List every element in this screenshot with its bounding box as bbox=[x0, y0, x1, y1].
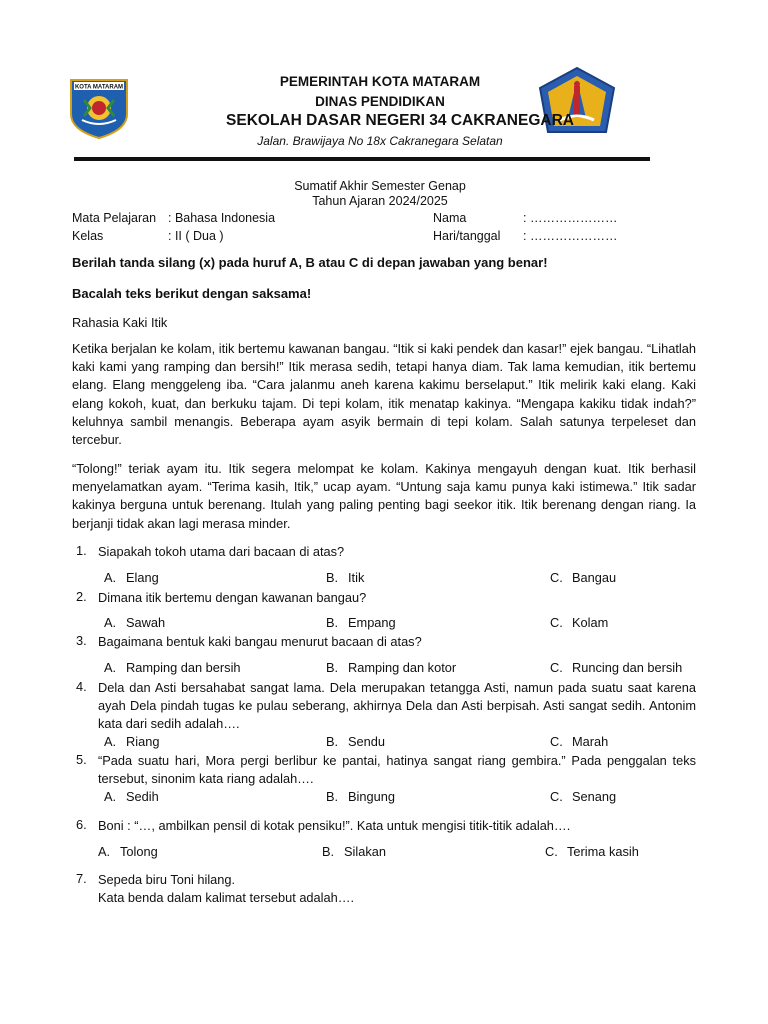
q5-option-c[interactable] bbox=[550, 789, 616, 804]
option-letter: A. bbox=[104, 615, 117, 630]
q3-option-c[interactable] bbox=[550, 660, 682, 675]
exam-year: Tahun Ajaran 2024/2025 bbox=[312, 194, 448, 208]
option-text: Silakan bbox=[344, 844, 386, 859]
reading-instruction: Bacalah teks berikut dengan saksama! bbox=[72, 286, 312, 301]
option-letter: A. bbox=[104, 570, 117, 585]
option-text: Bingung bbox=[348, 789, 395, 804]
option-text: Senang bbox=[572, 789, 617, 804]
option-text: Tolong bbox=[120, 844, 158, 859]
option-letter: B. bbox=[326, 615, 339, 630]
exam-title: Sumatif Akhir Semester Genap bbox=[294, 179, 466, 193]
q6-option-a[interactable] bbox=[98, 844, 158, 859]
name-value: : ………………… bbox=[523, 211, 618, 225]
question-text: “Pada suatu hari, Mora pergi berlibur ke pantai, hatinya sangat riang gembira.” Pada penggalan teks tersebut, sinonim kata riang adalah…. bbox=[98, 753, 696, 787]
header-address: Jalan. Brawijaya No 18x Cakranegara Selatan bbox=[257, 134, 503, 148]
option-text: Sawah bbox=[126, 615, 166, 630]
question-number: 3. bbox=[76, 633, 87, 648]
option-letter: A. bbox=[98, 844, 111, 859]
subject-label: Mata Pelajaran bbox=[72, 211, 157, 225]
option-text: Runcing dan bersih bbox=[572, 660, 683, 675]
date-value: : ………………… bbox=[523, 229, 618, 243]
option-text: Bangau bbox=[572, 570, 617, 585]
option-letter: A. bbox=[104, 734, 117, 749]
option-text: Sedih bbox=[126, 789, 159, 804]
q4-option-b[interactable] bbox=[326, 734, 385, 749]
q2-option-a[interactable] bbox=[104, 615, 165, 630]
question-number: 5. bbox=[76, 752, 87, 767]
option-letter: C. bbox=[550, 570, 563, 585]
question-text: Dimana itik bertemu dengan kawanan bangau? bbox=[98, 590, 367, 605]
question-text: Dela dan Asti bersahabat sangat lama. Dela merupakan tetangga Asti, namun pada suatu saat karena ayah Dela pindah tugas ke pulau seberang, akhirnya Dela dan Asti berpisah. Asti sangat sedih. Antonim kata dari sedih adalah…. bbox=[98, 680, 696, 732]
story-paragraph-1: Ketika berjalan ke kolam, itik bertemu kawanan bangau. “Itik si kaki pendek dan kasar!” ejek bangau. “Lihatlah kaki kami yang ramping dan bersih!” Itik merasa sedih, tetapi hanya diam. Tak lama kemudian, itik bertemu elang. Elang menggeleng iba. “Cara jalanmu aneh karena kakimu berselaput.” Itik melirik kaki elang. Kaki elang kokoh, kuat, dan berkuku tajam. Di tepi kolam, itik menatap kakinya. “Mengapa kakiku tidak indah?” keluhnya sambil menangis. Beberapa ayam asyik bermain di tepi kolam. Salah satunya terpeleset dan tercebur. bbox=[72, 341, 696, 448]
name-label: Nama bbox=[433, 211, 467, 225]
option-text: Ramping dan kotor bbox=[348, 660, 457, 675]
option-letter: A. bbox=[104, 660, 117, 675]
story-paragraph-2: “Tolong!” teriak ayam itu. Itik segera melompat ke kolam. Kakinya mengayuh dengan kuat. Itik berhasil menyelamatkan ayam. “Terima kasih, Itik,” ucap ayam. “Untung saja kamu punya kaki istimewa.” Itik sadar kakinya berguna untuk berenang. Itulah yang paling penting bagi seekor itik. Itik berenang dengan riang. Ia berjanji tidak akan lagi merasa minder. bbox=[72, 461, 696, 531]
option-letter: B. bbox=[326, 734, 339, 749]
option-letter: A. bbox=[104, 789, 117, 804]
option-text: Marah bbox=[572, 734, 609, 749]
header-divider bbox=[74, 157, 650, 161]
question-number: 1. bbox=[76, 543, 87, 558]
option-letter: C. bbox=[550, 615, 563, 630]
option-text: Kolam bbox=[572, 615, 609, 630]
question-number: 6. bbox=[76, 817, 87, 832]
q4-option-c[interactable] bbox=[550, 734, 608, 749]
option-letter: C. bbox=[550, 734, 563, 749]
option-letter: B. bbox=[326, 660, 339, 675]
option-text: Ramping dan bersih bbox=[126, 660, 241, 675]
question-number: 4. bbox=[76, 679, 87, 694]
main-instruction: Berilah tanda silang (x) pada huruf A, B atau C di depan jawaban yang benar! bbox=[72, 255, 548, 270]
question-text: Boni : “…, ambilkan pensil di kotak pensiku!”. Kata untuk mengisi titik-titik adalah…. bbox=[98, 818, 571, 833]
option-text: Empang bbox=[348, 615, 396, 630]
kota-mataram-logo bbox=[68, 78, 130, 140]
question-text: Siapakah tokoh utama dari bacaan di atas? bbox=[98, 544, 345, 559]
option-text: Terima kasih bbox=[567, 844, 639, 859]
q3-option-b[interactable] bbox=[326, 660, 456, 675]
question-text: Bagaimana bentuk kaki bangau menurut bacaan di atas? bbox=[98, 634, 422, 649]
story-title: Rahasia Kaki Itik bbox=[72, 315, 168, 330]
option-letter: C. bbox=[545, 844, 558, 859]
q4-option-a[interactable] bbox=[104, 734, 159, 749]
header-department: DINAS PENDIDIKAN bbox=[315, 94, 445, 109]
q6-option-c[interactable] bbox=[545, 844, 639, 859]
question-text: Sepeda biru Toni hilang. bbox=[98, 872, 236, 887]
option-letter: B. bbox=[322, 844, 335, 859]
question-4 bbox=[0, 679, 768, 735]
question-7 bbox=[0, 871, 768, 911]
logo-caption: KOTA MATARAM bbox=[74, 84, 124, 91]
option-letter: C. bbox=[550, 660, 563, 675]
q3-option-a[interactable] bbox=[104, 660, 241, 675]
date-label: Hari/tanggal bbox=[433, 229, 501, 243]
option-letter: B. bbox=[326, 789, 339, 804]
option-text: Itik bbox=[348, 570, 365, 585]
header-school-name: SEKOLAH DASAR NEGERI 34 CAKRANEGARA bbox=[226, 112, 574, 129]
option-letter: C. bbox=[550, 789, 563, 804]
q5-option-a[interactable] bbox=[104, 789, 159, 804]
q2-option-c[interactable] bbox=[550, 615, 608, 630]
q6-option-b[interactable] bbox=[322, 844, 386, 859]
class-value: : II ( Dua ) bbox=[168, 229, 224, 243]
class-label: Kelas bbox=[72, 229, 104, 243]
option-text: Elang bbox=[126, 570, 159, 585]
question-number: 2. bbox=[76, 589, 87, 604]
q2-option-b[interactable] bbox=[326, 615, 396, 630]
question-number: 7. bbox=[76, 871, 87, 886]
question-text-line-2: Kata benda dalam kalimat tersebut adalah…. bbox=[98, 890, 355, 905]
option-letter: B. bbox=[326, 570, 339, 585]
q5-option-b[interactable] bbox=[326, 789, 395, 804]
q1-option-a[interactable] bbox=[104, 570, 159, 585]
option-text: Sendu bbox=[348, 734, 386, 749]
q1-option-c[interactable] bbox=[550, 570, 616, 585]
question-5 bbox=[0, 752, 768, 790]
subject-value: : Bahasa Indonesia bbox=[168, 211, 276, 225]
header-government: PEMERINTAH KOTA MATARAM bbox=[279, 74, 481, 89]
option-text: Riang bbox=[126, 734, 160, 749]
q1-option-b[interactable] bbox=[326, 570, 364, 585]
